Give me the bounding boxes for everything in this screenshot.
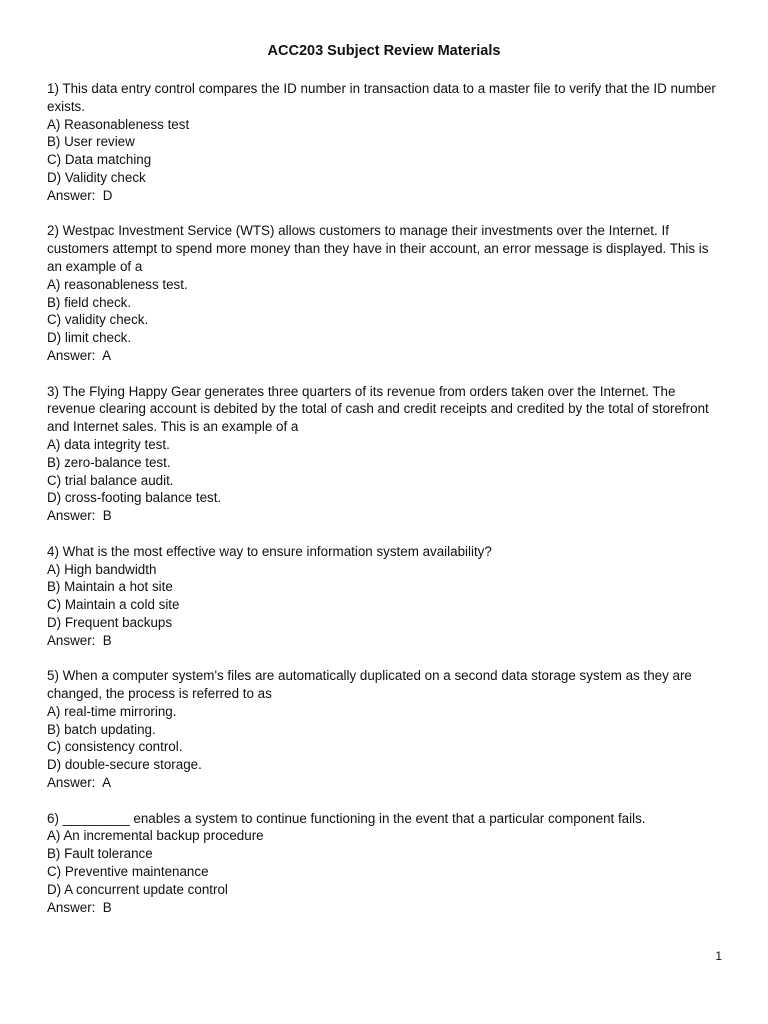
option-c: C) validity check.	[47, 312, 149, 328]
answer: Answer: A	[47, 347, 112, 363]
question-stem: 3) The Flying Happy Gear generates three quarters of its revenue from orders taken over the Internet. The revenue clearing account is debited by the total of cash and credit receipts and credited by the total of storefront and Internet sales. This is an example of a	[47, 383, 713, 435]
question-stem: 6) _________ enables a system to continue functioning in the event that a particular component fails.	[47, 810, 646, 826]
answer: Answer: D	[47, 187, 113, 203]
question-6	[47, 810, 719, 917]
option-a: A) Reasonableness test	[47, 116, 190, 132]
document-title: ACC203 Subject Review Materials	[267, 43, 501, 59]
option-d: D) cross-footing balance test.	[47, 490, 222, 506]
question-4	[47, 543, 719, 650]
question-1	[47, 80, 719, 205]
option-d: D) double-secure storage.	[47, 757, 202, 773]
question-list	[47, 80, 719, 934]
question-stem: 4) What is the most effective way to ensure information system availability?	[47, 543, 492, 559]
option-b: B) Maintain a hot site	[47, 579, 173, 595]
option-a: A) data integrity test.	[47, 436, 170, 452]
question-5	[47, 667, 719, 792]
option-a: A) reasonableness test.	[47, 276, 188, 292]
answer: Answer: B	[47, 899, 112, 915]
option-c: C) trial balance audit.	[47, 472, 174, 488]
option-c: C) Data matching	[47, 152, 152, 168]
option-a: A) An incremental backup procedure	[47, 828, 264, 844]
question-stem: 1) This data entry control compares the ID number in transaction data to a master file to verify that the ID number exists.	[47, 81, 720, 114]
option-b: B) batch updating.	[47, 721, 156, 737]
option-b: B) field check.	[47, 294, 132, 310]
option-c: C) Preventive maintenance	[47, 864, 209, 880]
option-a: A) real-time mirroring.	[47, 703, 177, 719]
question-stem: 2) Westpac Investment Service (WTS) allows customers to manage their investments over the Internet. If customers attempt to spend more money than they have in their account, an error message is displayed. This is an example of a	[47, 223, 713, 274]
answer: Answer: A	[47, 775, 112, 791]
option-c: C) consistency control.	[47, 739, 183, 755]
option-d: D) Frequent backups	[47, 614, 173, 630]
page-number: 1	[715, 949, 722, 963]
option-a: A) High bandwidth	[47, 561, 157, 577]
option-d: D) Validity check	[47, 169, 146, 185]
answer: Answer: B	[47, 632, 112, 648]
question-2	[47, 222, 719, 364]
question-stem: 5) When a computer system's files are automatically duplicated on a second data storage system as they are changed, the process is referred to as	[47, 668, 696, 702]
option-d: D) limit check.	[47, 330, 132, 346]
answer: Answer: B	[47, 508, 112, 524]
option-b: B) Fault tolerance	[47, 846, 153, 862]
question-3	[47, 383, 719, 525]
option-c: C) Maintain a cold site	[47, 597, 180, 613]
option-b: B) zero-balance test.	[47, 454, 171, 470]
option-b: B) User review	[47, 134, 135, 150]
option-d: D) A concurrent update control	[47, 881, 228, 897]
